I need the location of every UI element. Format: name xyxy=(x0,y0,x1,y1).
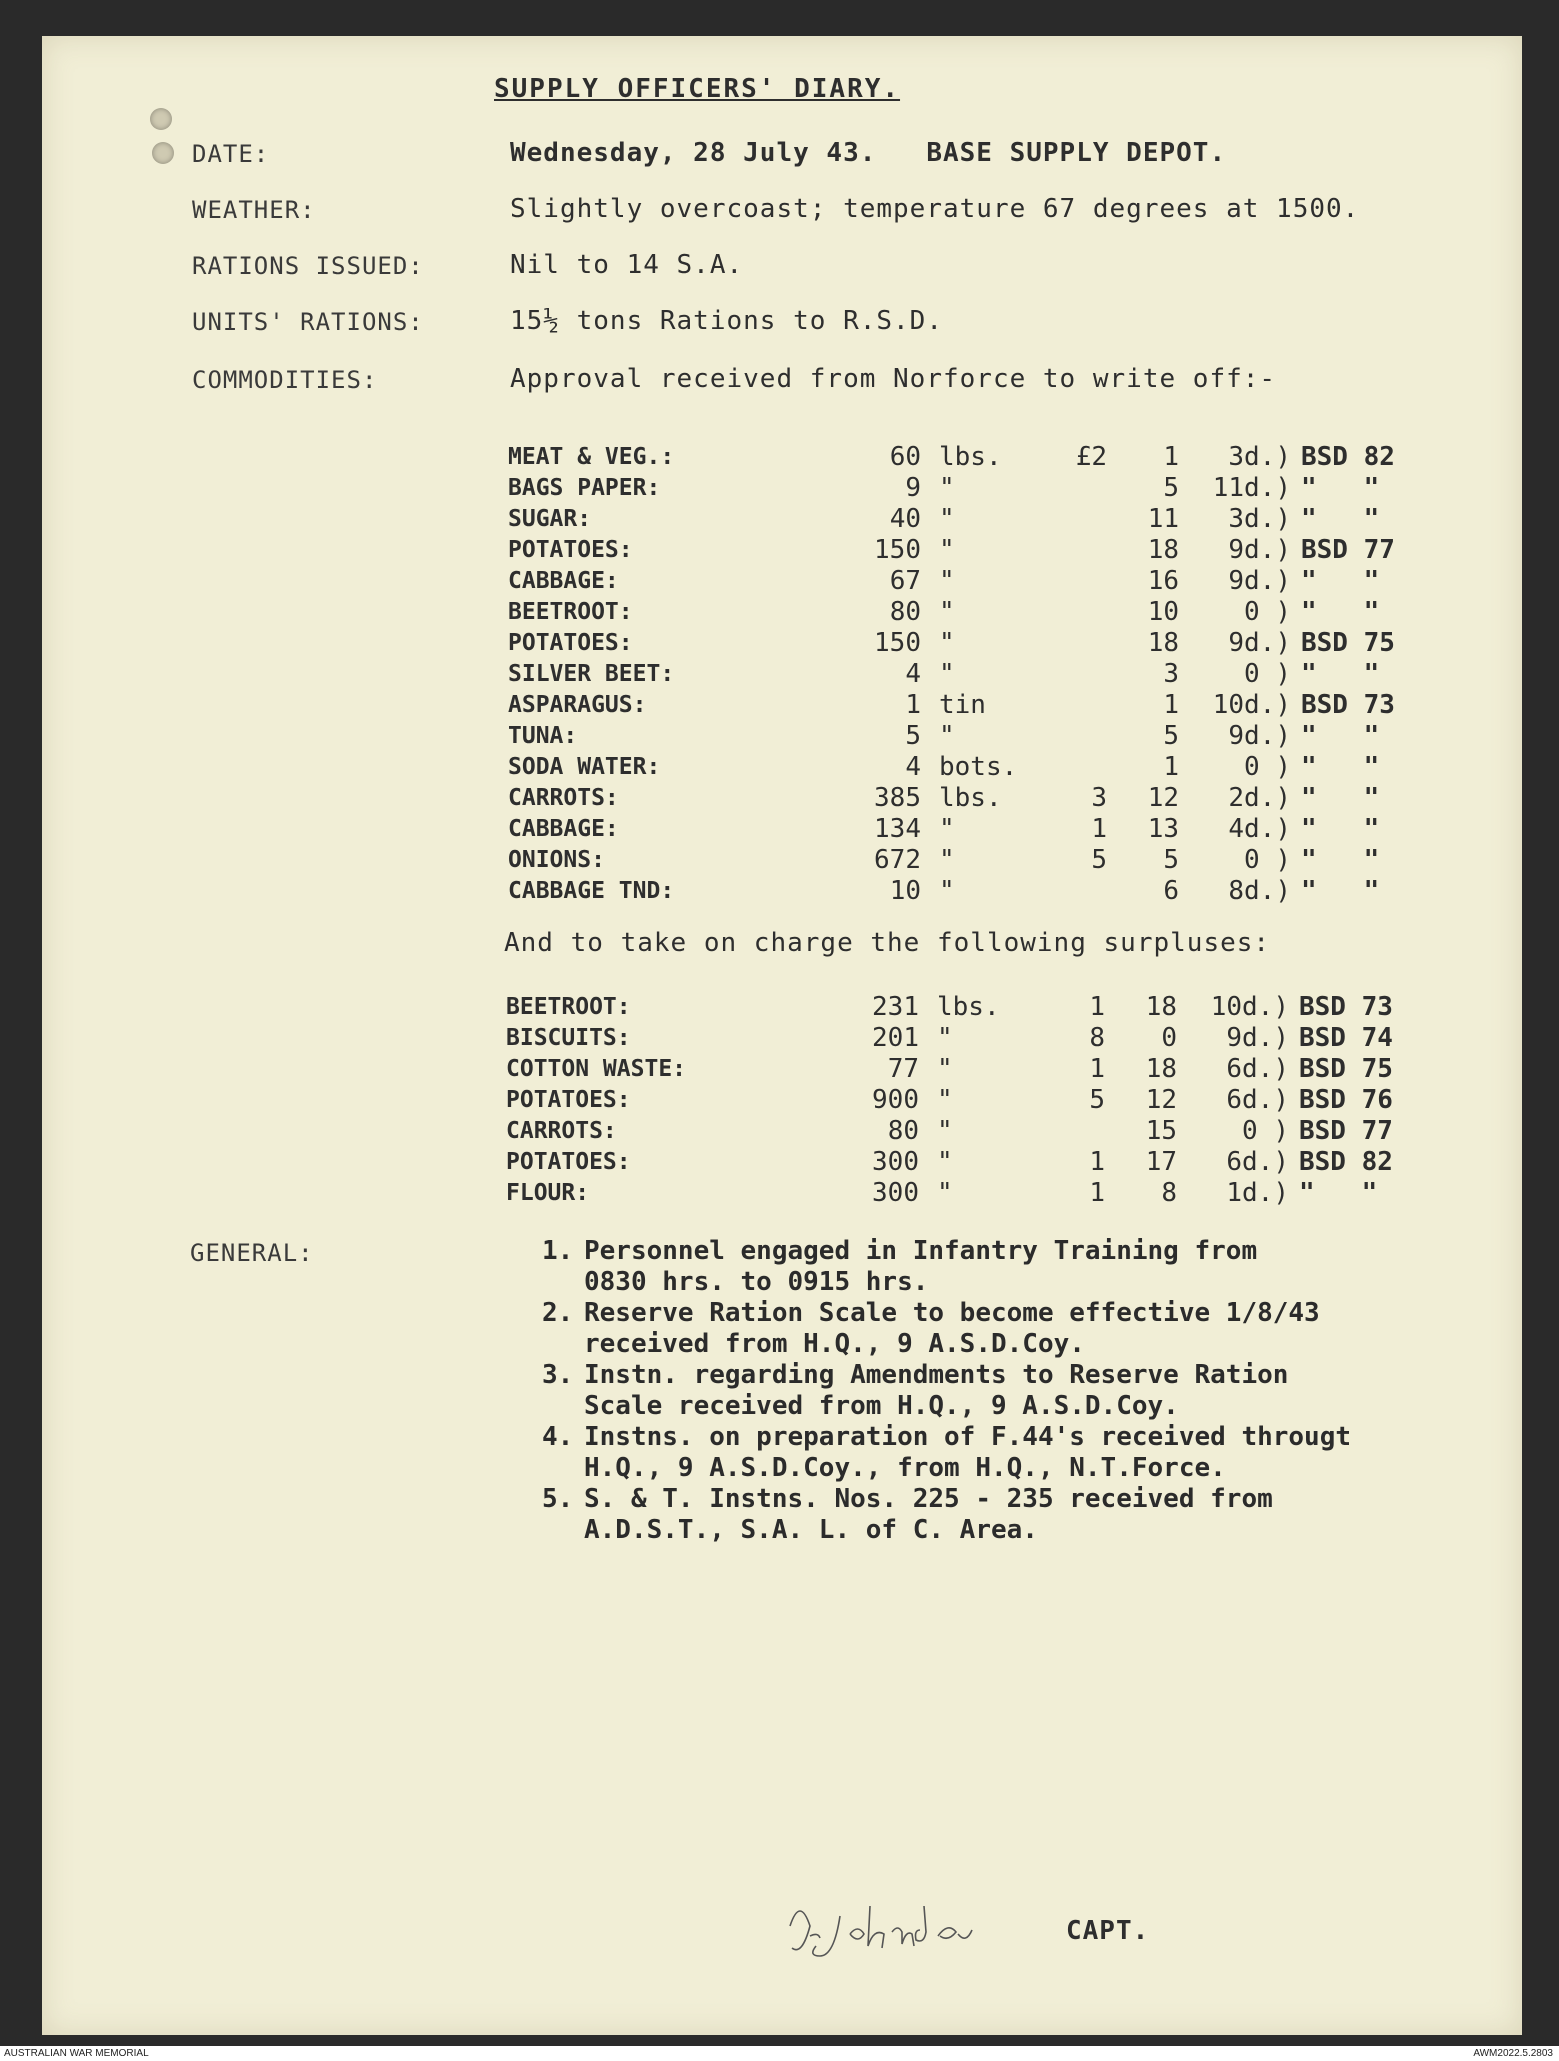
table-row xyxy=(508,628,1431,659)
table-row xyxy=(506,1178,1429,1209)
surplus-intro: And to take on charge the following surpluses: xyxy=(504,928,1271,958)
cell-pence: 3d.) xyxy=(1228,504,1291,534)
cell-ref: BSD 75 xyxy=(1299,1054,1393,1084)
list-number: 1. xyxy=(542,1236,574,1266)
cell-qty: 80 xyxy=(887,1116,919,1146)
cell-pence: 9d.) xyxy=(1228,721,1291,751)
cell-shillings: 18 xyxy=(1145,1054,1177,1084)
cell-item: CARROTS: xyxy=(506,1118,617,1144)
cell-unit: " xyxy=(939,473,955,503)
cell-pence: 8d.) xyxy=(1228,876,1291,906)
write-off-table xyxy=(508,442,1431,907)
cell-pounds: 3 xyxy=(1091,783,1107,813)
table-row xyxy=(508,690,1431,721)
cell-qty: 5 xyxy=(905,721,921,751)
cell-pounds xyxy=(1047,504,1107,535)
punch-hole xyxy=(150,108,172,130)
table-row xyxy=(508,597,1431,628)
cell-unit: " xyxy=(939,876,955,906)
cell-qty: 60 xyxy=(889,442,921,472)
list-item xyxy=(542,1484,1273,1546)
cell-pounds: 1 xyxy=(1089,992,1105,1022)
cell-ref: " " xyxy=(1301,814,1380,844)
field-label: COMMODITIES: xyxy=(192,366,378,394)
cell-qty: 900 xyxy=(872,1085,919,1115)
cell-item: FLOUR: xyxy=(506,1180,590,1206)
cell-qty: 40 xyxy=(889,504,921,534)
list-item xyxy=(542,1422,1351,1484)
cell-ref: BSD 76 xyxy=(1299,1085,1393,1115)
cell-pounds xyxy=(1047,690,1107,721)
cell-pounds: 1 xyxy=(1089,1147,1105,1177)
cell-pence: 9d.) xyxy=(1226,1023,1289,1053)
cell-unit: " xyxy=(939,845,955,875)
cell-pence: 0 ) xyxy=(1244,752,1291,782)
cell-unit: " xyxy=(937,1178,953,1208)
cell-ref: " " xyxy=(1301,845,1380,875)
cell-unit: " xyxy=(939,504,955,534)
cell-item: ASPARAGUS: xyxy=(508,692,647,718)
table-row xyxy=(508,473,1431,504)
cell-pence: 0 ) xyxy=(1244,597,1291,627)
cell-unit: " xyxy=(937,1147,953,1177)
field-value: Wednesday, 28 July 43. BASE SUPPLY DEPOT. xyxy=(510,138,1227,168)
cell-shillings: 18 xyxy=(1147,535,1179,565)
cell-item: ONIONS: xyxy=(508,847,605,873)
list-line: S. & T. Instns. Nos. 225 - 235 received from xyxy=(584,1484,1273,1514)
cell-unit: lbs. xyxy=(937,992,1000,1022)
cell-ref: BSD 73 xyxy=(1299,992,1393,1022)
cell-pence: 11d.) xyxy=(1212,473,1291,503)
cell-pounds: 5 xyxy=(1091,845,1107,875)
cell-pounds xyxy=(1047,566,1107,597)
cell-shillings: 18 xyxy=(1147,628,1179,658)
cell-pounds xyxy=(1047,473,1107,504)
archive-left: AUSTRALIAN WAR MEMORIAL xyxy=(4,2048,149,2059)
list-number: 4. xyxy=(542,1422,574,1452)
cell-ref: " " xyxy=(1301,566,1380,596)
cell-qty: 9 xyxy=(905,473,921,503)
archive-strip xyxy=(0,2046,1559,2061)
list-number: 2. xyxy=(542,1298,574,1328)
table-row xyxy=(506,1054,1429,1085)
list-line: 0830 hrs. to 0915 hrs. xyxy=(584,1267,929,1297)
cell-item: COTTON WASTE: xyxy=(506,1056,687,1082)
general-label: GENERAL: xyxy=(190,1239,314,1267)
cell-qty: 672 xyxy=(874,845,921,875)
cell-pence: 1d.) xyxy=(1226,1178,1289,1208)
signature xyxy=(770,1886,1090,1966)
cell-qty: 1 xyxy=(905,690,921,720)
cell-ref: BSD 82 xyxy=(1299,1147,1393,1177)
cell-unit: tin xyxy=(939,690,986,720)
cell-unit: " xyxy=(939,721,955,751)
cell-pence: 4d.) xyxy=(1228,814,1291,844)
cell-shillings: 8 xyxy=(1161,1178,1177,1208)
cell-ref: " " xyxy=(1301,597,1380,627)
cell-shillings: 12 xyxy=(1147,783,1179,813)
cell-pounds: 1 xyxy=(1089,1178,1105,1208)
list-line: Instn. regarding Amendments to Reserve Ration xyxy=(584,1360,1289,1390)
cell-pence: 10d.) xyxy=(1212,690,1291,720)
list-line: Instns. on preparation of F.44's received througt xyxy=(584,1422,1352,1452)
cell-ref: " " xyxy=(1299,1178,1378,1208)
cell-qty: 385 xyxy=(874,783,921,813)
cell-qty: 77 xyxy=(887,1054,919,1084)
cell-pounds xyxy=(1047,752,1107,783)
table-row xyxy=(508,845,1431,876)
cell-shillings: 6 xyxy=(1163,876,1179,906)
cell-ref: " " xyxy=(1301,473,1380,503)
cell-ref: BSD 74 xyxy=(1299,1023,1393,1053)
cell-pounds: 8 xyxy=(1089,1023,1105,1053)
cell-pence: 9d.) xyxy=(1228,566,1291,596)
cell-item: CABBAGE: xyxy=(508,568,619,594)
cell-qty: 150 xyxy=(874,628,921,658)
cell-item: SUGAR: xyxy=(508,506,592,532)
cell-pence: 0 ) xyxy=(1242,1116,1289,1146)
cell-ref: BSD 77 xyxy=(1301,535,1395,565)
cell-item: CABBAGE: xyxy=(508,816,619,842)
cell-ref: " " xyxy=(1301,659,1380,689)
cell-pounds: 5 xyxy=(1089,1085,1105,1115)
cell-pence: 0 ) xyxy=(1244,659,1291,689)
cell-qty: 201 xyxy=(872,1023,919,1053)
cell-pounds xyxy=(1047,659,1107,690)
cell-qty: 4 xyxy=(905,659,921,689)
cell-unit: lbs. xyxy=(939,783,1002,813)
cell-shillings: 12 xyxy=(1145,1085,1177,1115)
cell-ref: " " xyxy=(1301,721,1380,751)
page-title: SUPPLY OFFICERS' DIARY. xyxy=(494,74,901,104)
cell-pounds xyxy=(1047,597,1107,628)
surplus-table xyxy=(506,992,1429,1209)
cell-qty: 67 xyxy=(889,566,921,596)
archive-ref: AWM2022.5.2803 xyxy=(1473,2048,1553,2059)
cell-shillings: 1 xyxy=(1163,442,1179,472)
table-row xyxy=(508,442,1431,473)
cell-item: CABBAGE TND: xyxy=(508,878,675,904)
cell-qty: 300 xyxy=(872,1147,919,1177)
cell-shillings: 0 xyxy=(1161,1023,1177,1053)
table-row xyxy=(508,659,1431,690)
cell-shillings: 1 xyxy=(1163,690,1179,720)
cell-unit: lbs. xyxy=(939,442,1002,472)
list-item xyxy=(542,1360,1288,1422)
cell-pence: 9d.) xyxy=(1228,628,1291,658)
list-line: Scale received from H.Q., 9 A.S.D.Coy. xyxy=(584,1391,1179,1421)
cell-ref: BSD 75 xyxy=(1301,628,1395,658)
list-line: H.Q., 9 A.S.D.Coy., from H.Q., N.T.Force. xyxy=(584,1453,1226,1483)
cell-unit: " xyxy=(937,1054,953,1084)
cell-qty: 80 xyxy=(889,597,921,627)
cell-pounds: £2 xyxy=(1075,442,1107,472)
cell-unit: " xyxy=(939,566,955,596)
list-number: 5. xyxy=(542,1484,574,1514)
list-line: Personnel engaged in Infantry Training from xyxy=(584,1236,1258,1266)
cell-item: CARROTS: xyxy=(508,785,619,811)
cell-unit: " xyxy=(939,659,955,689)
cell-item: TUNA: xyxy=(508,723,578,749)
cell-shillings: 1 xyxy=(1163,752,1179,782)
table-row xyxy=(506,1023,1429,1054)
cell-qty: 300 xyxy=(872,1178,919,1208)
field-label: UNITS' RATIONS: xyxy=(192,308,424,336)
cell-pence: 6d.) xyxy=(1226,1054,1289,1084)
cell-pence: 9d.) xyxy=(1228,535,1291,565)
signature-rank: CAPT. xyxy=(1066,1916,1150,1946)
cell-pounds xyxy=(1047,628,1107,659)
cell-unit: " xyxy=(937,1116,953,1146)
cell-unit: " xyxy=(939,535,955,565)
table-row xyxy=(508,876,1431,907)
cell-unit: bots. xyxy=(939,752,1018,782)
cell-pounds xyxy=(1047,721,1107,752)
cell-ref: BSD 73 xyxy=(1301,690,1395,720)
table-row xyxy=(506,1147,1429,1178)
cell-item: POTATOES: xyxy=(506,1087,631,1113)
table-row xyxy=(508,566,1431,597)
cell-pence: 10d.) xyxy=(1210,992,1289,1022)
cell-ref: " " xyxy=(1301,876,1380,906)
table-row xyxy=(508,504,1431,535)
cell-qty: 134 xyxy=(874,814,921,844)
cell-pounds: 1 xyxy=(1091,814,1107,844)
cell-shillings: 10 xyxy=(1147,597,1179,627)
cell-item: SODA WATER: xyxy=(508,754,661,780)
list-line: received from H.Q., 9 A.S.D.Coy. xyxy=(584,1329,1085,1359)
table-row xyxy=(506,1116,1429,1147)
cell-ref: " " xyxy=(1301,504,1380,534)
cell-shillings: 17 xyxy=(1145,1147,1177,1177)
cell-ref: " " xyxy=(1301,752,1380,782)
field-value: Approval received from Norforce to write off:- xyxy=(510,364,1277,394)
cell-unit: " xyxy=(939,814,955,844)
cell-pence: 6d.) xyxy=(1226,1085,1289,1115)
cell-shillings: 13 xyxy=(1147,814,1179,844)
field-value: Nil to 14 S.A. xyxy=(510,250,744,280)
list-line: A.D.S.T., S.A. L. of C. Area. xyxy=(584,1515,1038,1545)
cell-shillings: 5 xyxy=(1163,473,1179,503)
cell-pence: 2d.) xyxy=(1228,783,1291,813)
field-label: DATE: xyxy=(192,140,270,168)
table-row xyxy=(508,721,1431,752)
cell-qty: 231 xyxy=(872,992,919,1022)
cell-shillings: 5 xyxy=(1163,721,1179,751)
cell-pounds xyxy=(1045,1116,1105,1147)
cell-shillings: 11 xyxy=(1147,504,1179,534)
diary-page xyxy=(42,36,1522,2035)
field-value: Slightly overcoast; temperature 67 degrees at 1500. xyxy=(510,194,1360,224)
table-row xyxy=(508,752,1431,783)
field-label: WEATHER: xyxy=(192,196,316,224)
cell-item: BAGS PAPER: xyxy=(508,475,661,501)
cell-item: POTATOES: xyxy=(508,537,633,563)
table-row xyxy=(508,535,1431,566)
cell-pence: 6d.) xyxy=(1226,1147,1289,1177)
cell-qty: 150 xyxy=(874,535,921,565)
list-line: Reserve Ration Scale to become effective 1/8/43 xyxy=(584,1298,1320,1328)
cell-pence: 3d.) xyxy=(1228,442,1291,472)
cell-qty: 10 xyxy=(889,876,921,906)
cell-shillings: 5 xyxy=(1163,845,1179,875)
cell-pounds xyxy=(1047,535,1107,566)
cell-pounds xyxy=(1047,876,1107,907)
table-row xyxy=(508,814,1431,845)
cell-shillings: 18 xyxy=(1145,992,1177,1022)
cell-ref: " " xyxy=(1301,783,1380,813)
cell-shillings: 3 xyxy=(1163,659,1179,689)
cell-ref: BSD 82 xyxy=(1301,442,1395,472)
cell-shillings: 16 xyxy=(1147,566,1179,596)
field-value: 15½ tons Rations to R.S.D. xyxy=(510,306,943,336)
list-item xyxy=(542,1236,1257,1298)
cell-item: MEAT & VEG.: xyxy=(508,444,675,470)
field-label: RATIONS ISSUED: xyxy=(192,252,424,280)
table-row xyxy=(508,783,1431,814)
cell-item: POTATOES: xyxy=(506,1149,631,1175)
cell-pence: 0 ) xyxy=(1244,845,1291,875)
cell-pounds: 1 xyxy=(1089,1054,1105,1084)
cell-unit: " xyxy=(939,628,955,658)
cell-ref: BSD 77 xyxy=(1299,1116,1393,1146)
punch-hole xyxy=(152,142,174,164)
table-row xyxy=(506,1085,1429,1116)
list-item xyxy=(542,1298,1320,1360)
cell-unit: " xyxy=(939,597,955,627)
table-row xyxy=(506,992,1429,1023)
cell-shillings: 15 xyxy=(1145,1116,1177,1146)
cell-item: SILVER BEET: xyxy=(508,661,675,687)
cell-item: BISCUITS: xyxy=(506,1025,631,1051)
cell-unit: " xyxy=(937,1023,953,1053)
cell-qty: 4 xyxy=(905,752,921,782)
cell-item: POTATOES: xyxy=(508,630,633,656)
list-number: 3. xyxy=(542,1360,574,1390)
cell-item: BEETROOT: xyxy=(508,599,633,625)
cell-item: BEETROOT: xyxy=(506,994,631,1020)
cell-unit: " xyxy=(937,1085,953,1115)
